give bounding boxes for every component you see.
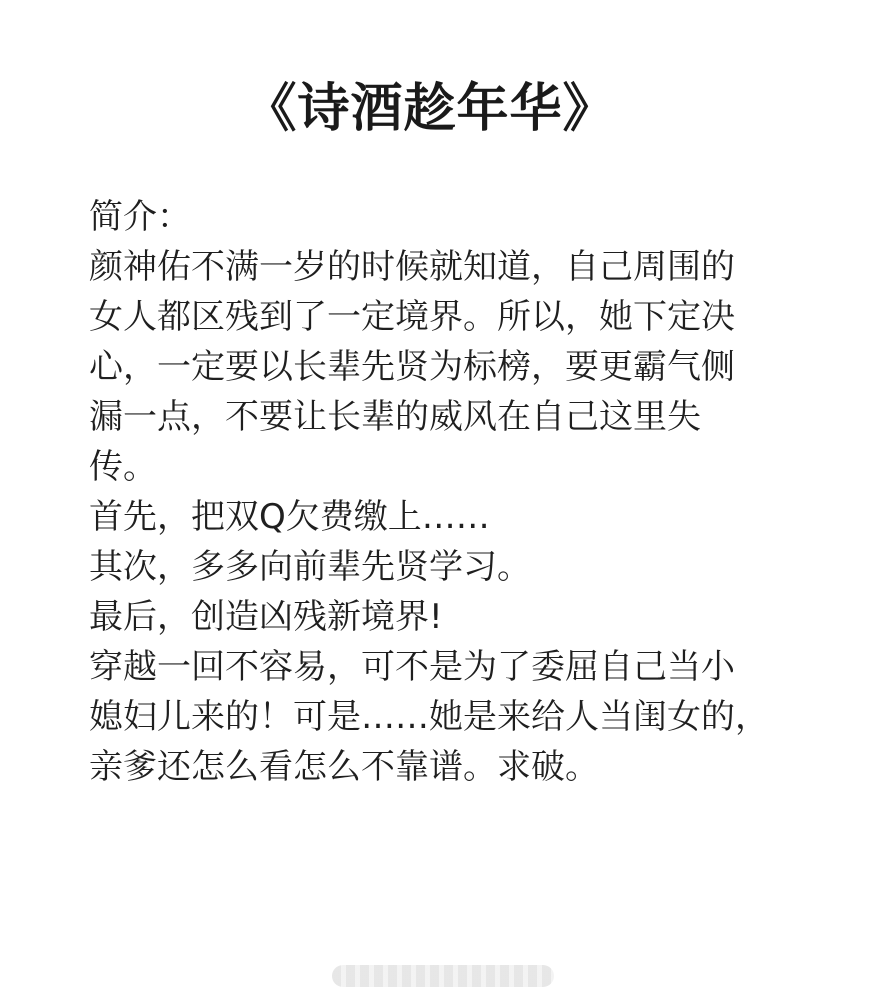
synopsis-line: 其次，多多向前辈先贤学习。 xyxy=(89,547,531,587)
synopsis-line: 女人都区残到了一定境界。所以，她下定决 xyxy=(89,297,735,337)
synopsis-line: 传。 xyxy=(89,447,157,487)
synopsis-body xyxy=(89,192,789,792)
synopsis-line: 颜神佑不满一岁的时候就知道，自己周围的 xyxy=(89,247,735,287)
synopsis-line: 心，一定要以长辈先贤为标榜，要更霸气侧 xyxy=(89,347,735,387)
synopsis-line: 漏一点，不要让长辈的威风在自己这里失 xyxy=(89,397,701,437)
synopsis-line: 穿越一回不容易，可不是为了委屈自己当小 xyxy=(89,647,735,687)
synopsis-label: 简介： xyxy=(89,197,191,237)
synopsis-line: 亲爹还怎么看怎么不靠谱。求破。 xyxy=(89,747,599,787)
book-title: 《诗酒趁年华》 xyxy=(244,79,616,139)
synopsis-line: 首先，把双Q欠费缴上…… xyxy=(89,497,490,537)
watermark xyxy=(332,965,554,987)
synopsis-line: 媳妇儿来的！可是……她是来给人当闺女的， xyxy=(89,697,769,737)
synopsis-line: 最后，创造凶残新境界! xyxy=(89,597,443,637)
